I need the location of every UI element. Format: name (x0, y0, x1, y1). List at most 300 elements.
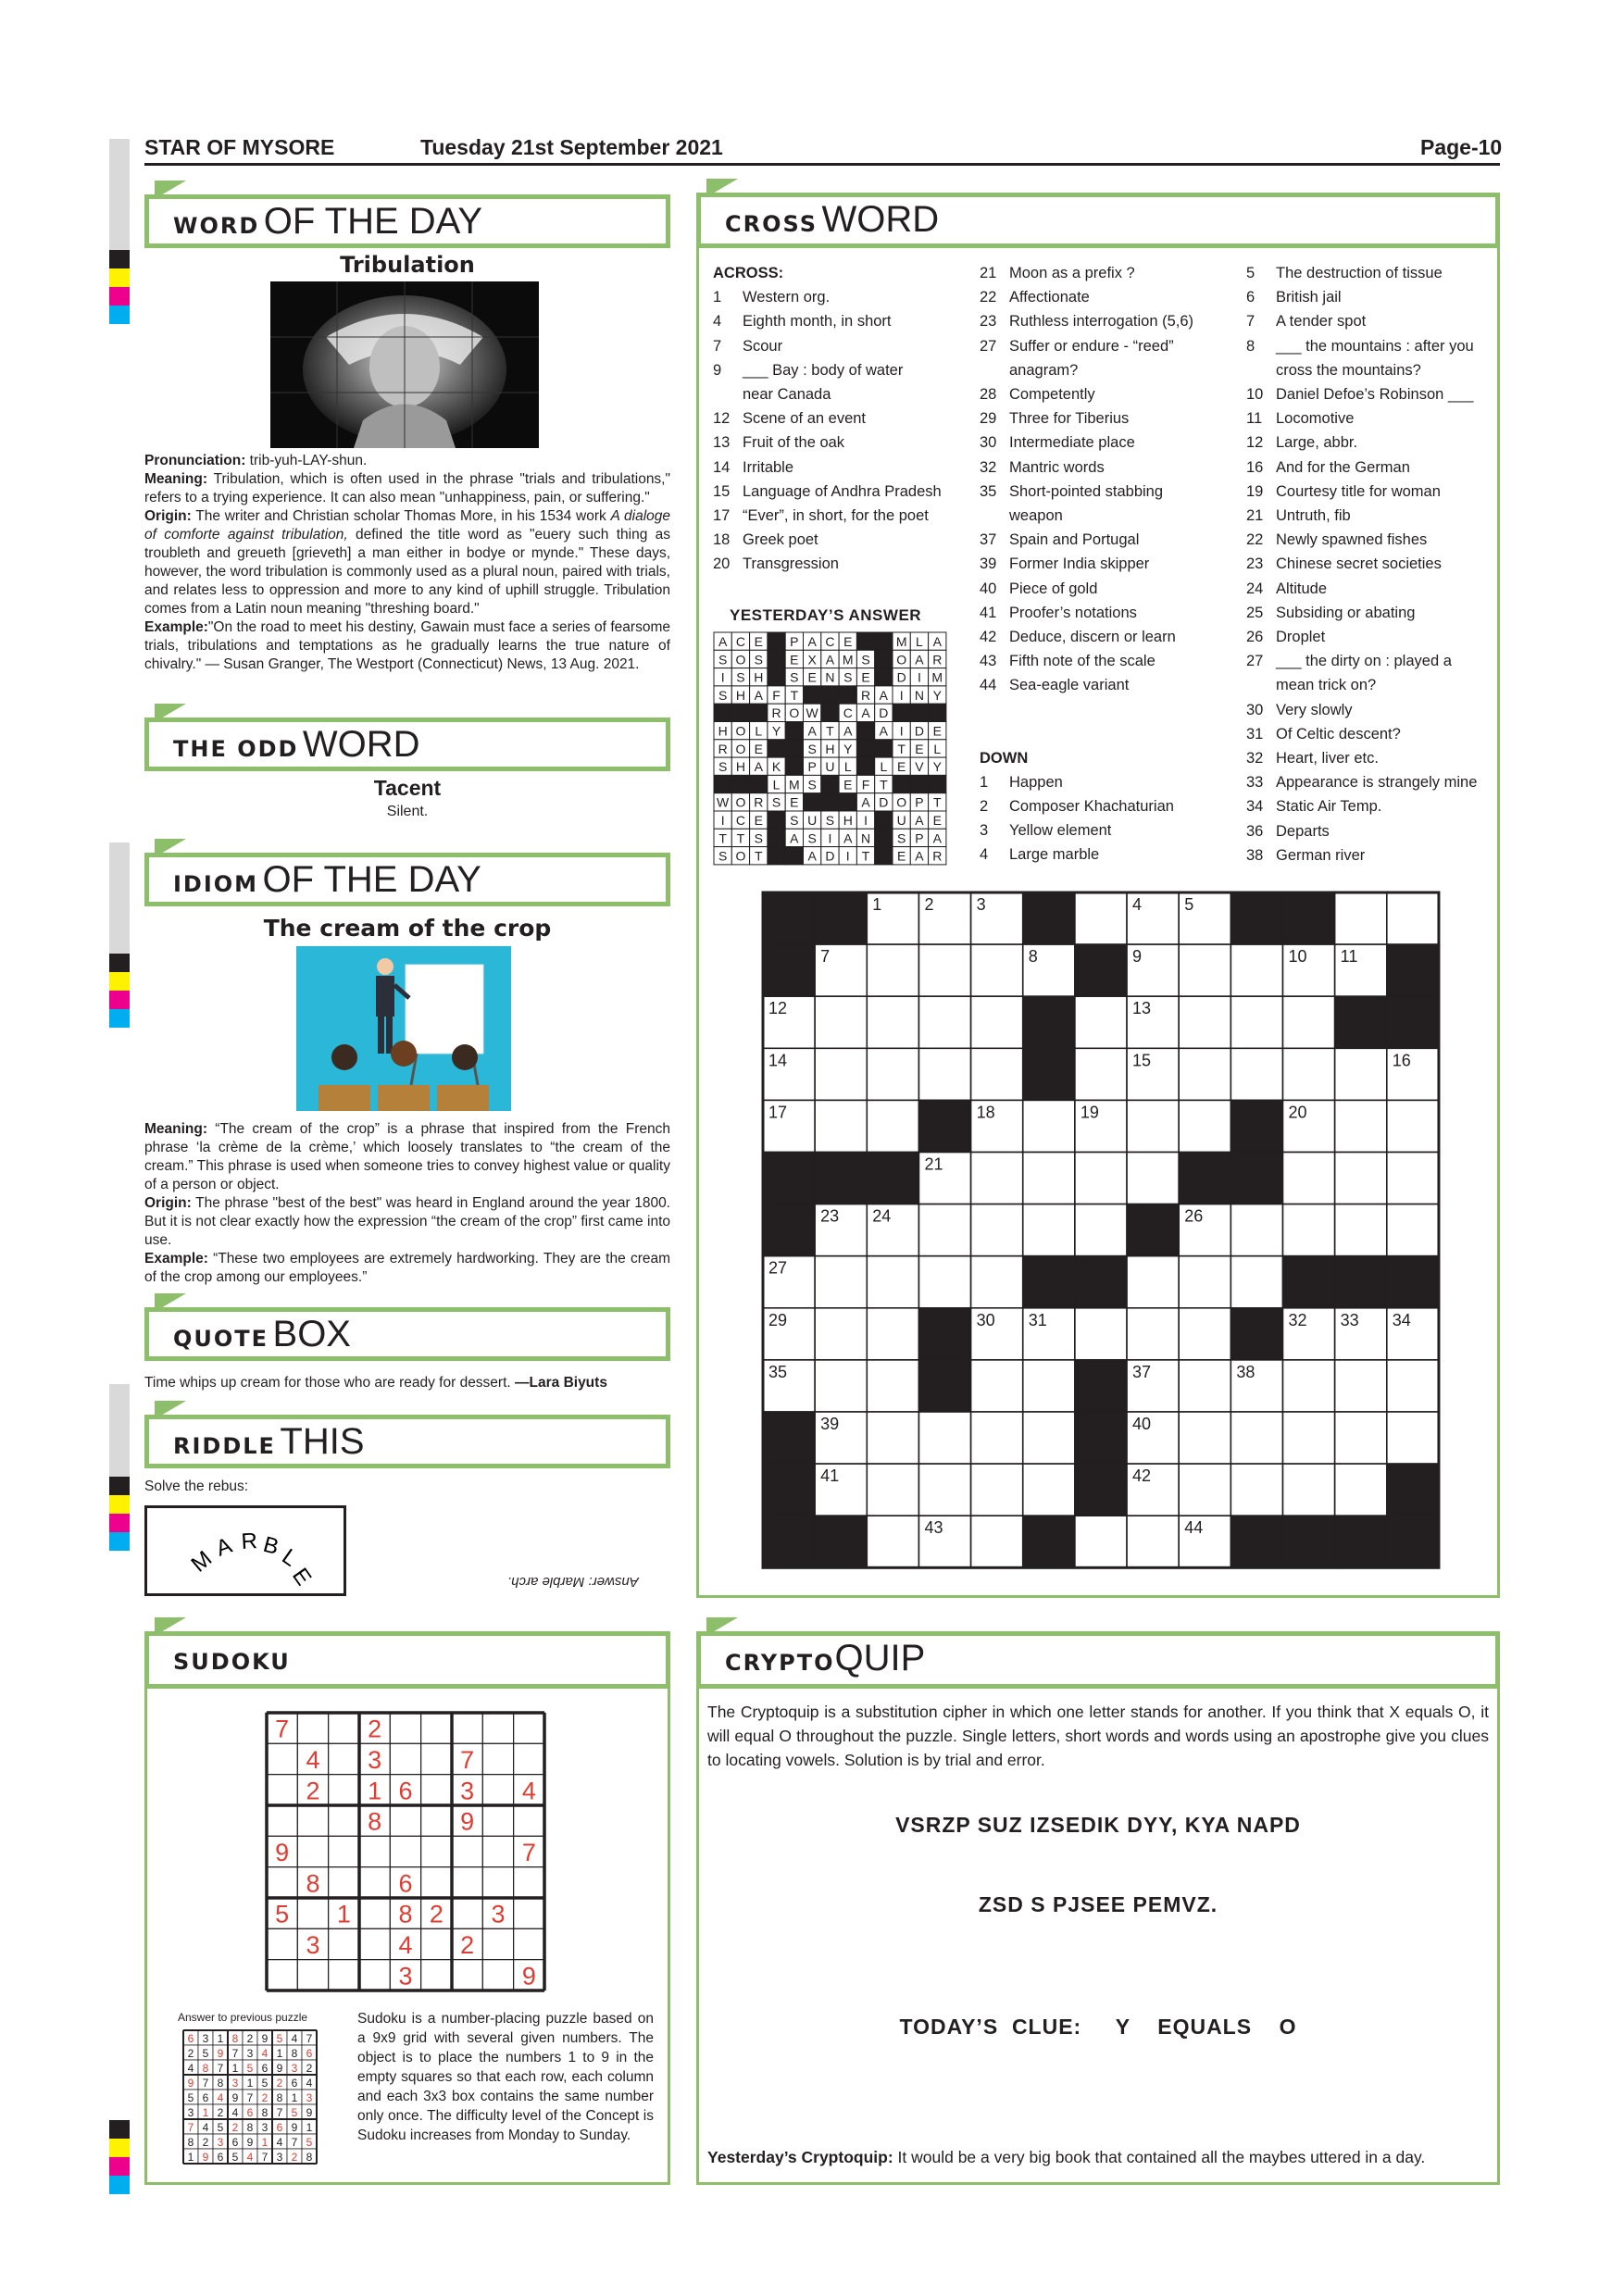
answer-letter: A (932, 830, 942, 846)
swatch-cyan (109, 2176, 130, 2194)
clue-number: 7 (713, 337, 722, 355)
crossword-cell[interactable] (971, 1256, 1023, 1308)
clue (1246, 698, 1496, 722)
quote-author: —Lara Biyuts (515, 1375, 607, 1391)
crossword-cell-number: 33 (1340, 1310, 1359, 1329)
crossword-cell-number: 40 (1132, 1415, 1152, 1433)
crossword-cell[interactable] (867, 944, 918, 996)
crossword-cell[interactable] (815, 1308, 867, 1360)
answer-letter: T (754, 848, 763, 864)
cryptoquip-title-box (696, 1631, 1500, 1689)
crossword-cell[interactable] (1127, 1308, 1179, 1360)
clue-text: anagram? (1009, 361, 1079, 379)
prev-sudoku-digit: 6 (202, 2090, 209, 2104)
answer-letter: E (843, 777, 853, 792)
crossword-cell[interactable] (1387, 892, 1439, 944)
clue-number: 23 (1246, 555, 1264, 573)
crossword-cell-number: 24 (872, 1206, 892, 1226)
sudoku-cell[interactable] (514, 1898, 544, 1928)
crossword-cell[interactable] (1283, 996, 1335, 1048)
crossword-cell[interactable] (1179, 1256, 1230, 1308)
clue (1246, 794, 1496, 818)
crossword-cell[interactable] (1335, 1153, 1387, 1204)
prev-sudoku-digit: 8 (202, 2061, 209, 2075)
prev-sudoku-digit: 1 (202, 2105, 209, 2119)
crossword-cell[interactable] (1023, 1360, 1075, 1412)
crossword-cell[interactable] (867, 996, 918, 1048)
clue-number: 34 (1246, 798, 1264, 816)
sudoku-cell[interactable] (390, 1743, 420, 1774)
sudoku-cell[interactable] (421, 1928, 452, 1959)
rebus-letter: R (240, 1529, 258, 1554)
sudoku-cell[interactable] (452, 1898, 482, 1928)
sudoku-cell[interactable] (359, 1960, 390, 1990)
clue-text: Suffer or endure - “reed” (1009, 337, 1174, 355)
sudoku-cell[interactable] (452, 1836, 482, 1866)
answer-letter: I (720, 669, 725, 685)
clue (980, 285, 1239, 309)
crossword-cell[interactable] (1075, 1153, 1127, 1204)
crossword-cell[interactable] (1335, 1048, 1387, 1100)
crossword-black-cell (1179, 1153, 1230, 1204)
crossword-cell[interactable] (971, 1153, 1023, 1204)
sudoku-cell[interactable] (267, 1805, 297, 1836)
answer-letter: M (842, 652, 854, 668)
crossword-cell[interactable] (1335, 1100, 1387, 1152)
prev-sudoku-digit: 4 (291, 2031, 298, 2045)
swatch-black (109, 250, 130, 268)
yesterday-answer-grid (713, 631, 948, 867)
clue-text: Droplet (1276, 629, 1326, 646)
clue-text: Very slowly (1276, 701, 1353, 718)
crossword-cell[interactable] (1230, 1048, 1282, 1100)
answer-letter: P (807, 759, 817, 775)
crossword-cell[interactable] (918, 944, 970, 996)
prev-sudoku-digit: 9 (231, 2090, 239, 2104)
clue (980, 770, 1239, 794)
crossword-cell[interactable] (1230, 1464, 1282, 1516)
crossword-cell[interactable] (1335, 1360, 1387, 1412)
crossword-cell[interactable] (1179, 1360, 1230, 1412)
answer-black-cell (785, 757, 803, 775)
sudoku-cell[interactable] (359, 1898, 390, 1928)
sudoku-cell[interactable] (452, 1867, 482, 1898)
answer-letter: S (718, 687, 728, 703)
answer-black-cell (910, 704, 928, 721)
answer-letter: O (896, 652, 907, 668)
clue-number: 22 (1246, 531, 1264, 549)
sudoku-cell[interactable] (390, 1713, 420, 1743)
prev-sudoku-digit: 4 (306, 2076, 313, 2090)
sudoku-cell[interactable] (421, 1805, 452, 1836)
crossword-cell[interactable] (815, 1256, 867, 1308)
crossword-cell[interactable] (1283, 1048, 1335, 1100)
sudoku-cell[interactable] (329, 1836, 359, 1866)
odd-word-meaning: Silent. (386, 804, 429, 819)
crossword-cell[interactable] (867, 1464, 918, 1516)
crossword-cell[interactable] (867, 1360, 918, 1412)
sudoku-digit: 5 (275, 1900, 290, 1928)
crossword-cell[interactable] (815, 996, 867, 1048)
clue-text: The destruction of tissue (1276, 265, 1443, 281)
crossword-cell[interactable] (1335, 1464, 1387, 1516)
sudoku-digit: 8 (306, 1869, 320, 1898)
crossword-cell[interactable] (1179, 944, 1230, 996)
crossword-black-cell (815, 892, 867, 944)
crossword-cell[interactable] (1179, 1308, 1230, 1360)
crossword-cell[interactable] (918, 1256, 970, 1308)
crossword-cell[interactable] (1127, 1153, 1179, 1204)
sudoku-cell[interactable] (421, 1743, 452, 1774)
crossword-cell[interactable] (1179, 1412, 1230, 1464)
crossword-cell[interactable] (815, 1360, 867, 1412)
crossword-cell[interactable] (1023, 1100, 1075, 1152)
rebus-letter: A (212, 1532, 236, 1562)
crossword-cell[interactable] (1075, 892, 1127, 944)
sudoku-cell[interactable] (482, 1775, 513, 1805)
crossword-cell[interactable] (867, 1308, 918, 1360)
prev-sudoku-digit: 4 (276, 2135, 283, 2149)
crossword-cell[interactable] (867, 1048, 918, 1100)
clue (713, 285, 972, 309)
word-of-day-word: Tribulation (340, 252, 475, 278)
sudoku-cell[interactable] (390, 1836, 420, 1866)
sudoku-cell[interactable] (482, 1743, 513, 1774)
answer-black-cell (750, 775, 768, 792)
title-tab (706, 1617, 738, 1636)
crossword-cell[interactable] (971, 1360, 1023, 1412)
crossword-cell[interactable] (918, 1204, 970, 1256)
crossword-cell[interactable] (1179, 996, 1230, 1048)
clue-text: And for the German (1276, 458, 1410, 476)
prev-sudoku-digit: 6 (187, 2031, 194, 2045)
clue-text: Scene of an event (743, 410, 867, 428)
clue (980, 406, 1239, 430)
sudoku-cell[interactable] (359, 1928, 390, 1959)
answer-letter: E (896, 759, 906, 775)
sudoku-digit: 8 (398, 1900, 413, 1928)
clue-number: 26 (1246, 629, 1264, 646)
crossword-cell[interactable] (1179, 1464, 1230, 1516)
clue-text: Untruth, fib (1276, 507, 1351, 525)
crossword-cell[interactable] (1283, 1464, 1335, 1516)
crossword-black-cell (1075, 1412, 1127, 1464)
rebus-box (144, 1505, 346, 1596)
sudoku-digit: 8 (368, 1807, 382, 1836)
swatch-magenta (109, 2157, 130, 2176)
sudoku-digit: 9 (521, 1962, 536, 1990)
swatch-yellow (109, 2139, 130, 2157)
crossword-cell[interactable] (1230, 1256, 1282, 1308)
clue (713, 406, 972, 430)
sudoku-cell[interactable] (482, 1867, 513, 1898)
answer-letter: S (825, 813, 835, 828)
crossword-cell[interactable] (1230, 996, 1282, 1048)
crossword-cell[interactable] (1335, 892, 1387, 944)
sudoku-cell[interactable] (267, 1928, 297, 1959)
sudoku-digit: 2 (460, 1931, 475, 1959)
crossword-cell[interactable] (971, 944, 1023, 996)
yesterday-cryptoquip-text: It would be a very big book that contained all the maybes uttered in a day. (893, 2148, 1426, 2166)
answer-letter: U (807, 813, 818, 828)
answer-letter: L (843, 759, 852, 775)
crossword-black-cell (1283, 892, 1335, 944)
rebus-letter: E (287, 1563, 317, 1591)
prev-sudoku-digit: 1 (217, 2031, 224, 2045)
crossword-black-cell (918, 1100, 970, 1152)
clue-number: 30 (980, 434, 997, 452)
sudoku-cell[interactable] (329, 1743, 359, 1774)
answer-letter: S (718, 759, 728, 775)
crossword-cell[interactable] (815, 1048, 867, 1100)
crossword-cell[interactable] (1127, 1256, 1179, 1308)
crossword-cell[interactable] (1387, 1412, 1439, 1464)
origin-part-2: defined the title word as "euery such thing as troubleth and greueth [grieveth] a man either in bodye or mynde." These days, however, the word tribulation is commonly used as a plural noun, paired with trials, and relates less to oppression and more to any kind of uphill struggle. Tribulation comes from a Latin noun meaning "threshing board." (144, 527, 670, 617)
answer-letter: X (807, 652, 817, 668)
swatch-cyan (109, 1009, 130, 1028)
clue (1246, 528, 1496, 552)
prev-sudoku-digit: 7 (202, 2076, 209, 2090)
answer-letter: H (754, 669, 764, 685)
clue-number: 9 (713, 361, 722, 379)
crossword-cell[interactable] (1023, 1153, 1075, 1204)
crossword-cell[interactable] (971, 1516, 1023, 1567)
clue-number: 17 (713, 507, 731, 525)
clue (713, 430, 972, 455)
crossword-cell[interactable] (1179, 1100, 1230, 1152)
clue-text: Altitude (1276, 580, 1328, 597)
clue-number: 2 (980, 798, 989, 816)
sudoku-cell[interactable] (267, 1775, 297, 1805)
prev-sudoku-digit: 6 (276, 2120, 283, 2134)
crossword-cell[interactable] (1023, 1412, 1075, 1464)
crossword-cell[interactable] (867, 1100, 918, 1152)
crossword-cell[interactable] (1075, 1516, 1127, 1567)
crossword-cell[interactable] (971, 1048, 1023, 1100)
sudoku-cell[interactable] (421, 1836, 452, 1866)
answer-letter: H (735, 759, 746, 775)
title-tab (155, 1401, 186, 1419)
crossword-black-cell (1335, 996, 1387, 1048)
sudoku-cell[interactable] (297, 1713, 328, 1743)
crossword-cell-number: 2 (924, 895, 934, 914)
swatch-yellow (109, 268, 130, 287)
sudoku-cell[interactable] (329, 1713, 359, 1743)
crossword-cell[interactable] (971, 1464, 1023, 1516)
crossword-cell[interactable] (1283, 1412, 1335, 1464)
sudoku-cell[interactable] (514, 1713, 544, 1743)
prev-sudoku-digit: 6 (291, 2076, 298, 2090)
sudoku-cell[interactable] (514, 1928, 544, 1959)
crossword-cell[interactable] (1075, 1048, 1127, 1100)
crossword-black-cell (1283, 1516, 1335, 1567)
answer-black-cell (785, 722, 803, 740)
clue-text: Piece of gold (1009, 580, 1098, 597)
crossword-cell[interactable] (1335, 1412, 1387, 1464)
crossword-cell[interactable] (1387, 1204, 1439, 1256)
sudoku-cell[interactable] (329, 1960, 359, 1990)
crossword-cell-number: 25 (1132, 1206, 1152, 1226)
prev-sudoku-digit: 2 (202, 2135, 209, 2149)
answer-letter: A (754, 687, 763, 703)
odd-word-title-small: THE ODD (173, 736, 299, 762)
clue-text: Fifth note of the scale (1009, 653, 1156, 670)
sudoku-cell[interactable] (329, 1867, 359, 1898)
crossword-cell[interactable] (815, 1100, 867, 1152)
crossword-cell[interactable] (1387, 1360, 1439, 1412)
clue-text: Sea-eagle variant (1009, 677, 1130, 694)
clue (1246, 334, 1496, 358)
clue-text: Language of Andhra Pradesh (743, 482, 942, 500)
crossword-cell[interactable] (918, 1048, 970, 1100)
sudoku-cell[interactable] (297, 1805, 328, 1836)
sudoku-cell[interactable] (329, 1775, 359, 1805)
quote-title-small: QUOTE (173, 1326, 269, 1352)
sudoku-cell[interactable] (329, 1805, 359, 1836)
sudoku-cell[interactable] (482, 1805, 513, 1836)
crossword-cell[interactable] (1075, 996, 1127, 1048)
sudoku-cell[interactable] (452, 1713, 482, 1743)
answer-black-cell (856, 632, 874, 650)
crossword-cell[interactable] (971, 1412, 1023, 1464)
crossword-cell[interactable] (1387, 1153, 1439, 1204)
answer-black-cell (929, 704, 946, 721)
crossword-cell[interactable] (918, 1412, 970, 1464)
crossword-cell[interactable] (1023, 1204, 1075, 1256)
sudoku-cell[interactable] (390, 1805, 420, 1836)
crossword-cell[interactable] (1023, 1464, 1075, 1516)
prev-sudoku-digit: 4 (217, 2090, 224, 2104)
crossword-cell[interactable] (1127, 1100, 1179, 1152)
sudoku-digit: 1 (368, 1777, 382, 1805)
crossword-cell[interactable] (1387, 1100, 1439, 1152)
word-of-day-title-small: WORD (173, 213, 260, 239)
crossword-cell-number: 4 (1132, 895, 1143, 914)
sudoku-cell[interactable] (482, 1928, 513, 1959)
swatch-black (109, 2120, 130, 2139)
title-tab (155, 1293, 186, 1312)
crossword-cell[interactable] (1230, 1412, 1282, 1464)
clue-text: Western org. (743, 289, 831, 306)
crossword-black-cell (1335, 1256, 1387, 1308)
sudoku-cell[interactable] (514, 1867, 544, 1898)
sudoku-cell[interactable] (482, 1960, 513, 1990)
sudoku-cell[interactable] (297, 1836, 328, 1866)
crossword-grid (761, 891, 1442, 1570)
prev-sudoku-digit: 5 (291, 2105, 298, 2119)
prev-sudoku-digit: 8 (231, 2031, 239, 2045)
sudoku-digit: 3 (398, 1962, 413, 1990)
answer-black-cell (821, 704, 839, 721)
sudoku-cell[interactable] (421, 1867, 452, 1898)
sudoku-cell[interactable] (482, 1713, 513, 1743)
crossword-cell[interactable] (971, 996, 1023, 1048)
sudoku-cell[interactable] (329, 1928, 359, 1959)
cryptoquip-clue: TODAY’S CLUE: Y EQUALS O (899, 2015, 1297, 2039)
crossword-cell[interactable] (867, 1516, 918, 1567)
crossword-cell[interactable] (971, 1204, 1023, 1256)
crossword-black-cell (815, 1516, 867, 1567)
sudoku-digit: 6 (398, 1777, 413, 1805)
sudoku-cell[interactable] (452, 1960, 482, 1990)
crossword-cell[interactable] (1283, 1204, 1335, 1256)
answer-letter: W (717, 794, 730, 810)
clue-number: 8 (1246, 337, 1255, 355)
crossword-black-cell (1335, 1516, 1387, 1567)
crossword-cell[interactable] (1335, 1204, 1387, 1256)
answer-black-cell (839, 793, 856, 811)
sudoku-digit: 3 (460, 1777, 475, 1805)
crossword-cell[interactable] (1075, 1204, 1127, 1256)
crossword-cell[interactable] (1230, 1204, 1282, 1256)
answer-black-cell (856, 757, 874, 775)
prev-sudoku-digit: 8 (276, 2090, 283, 2104)
quote-title-box (144, 1307, 670, 1361)
answer-black-cell (731, 704, 749, 721)
answer-letter: Y (932, 687, 942, 703)
prev-sudoku-digit: 3 (202, 2031, 209, 2045)
registration-bar (109, 842, 130, 954)
clue-text: Deduce, discern or learn (1009, 629, 1176, 646)
prev-sudoku-digit: 7 (217, 2061, 224, 2075)
answer-letter: A (843, 723, 853, 739)
sudoku-cell[interactable] (267, 1960, 297, 1990)
sudoku-cell[interactable] (514, 1805, 544, 1836)
crossword-cell[interactable] (918, 1464, 970, 1516)
crossword-cell-number: 21 (924, 1154, 943, 1174)
sudoku-cell[interactable] (359, 1836, 390, 1866)
answer-letter: S (807, 777, 817, 792)
sudoku-cell[interactable] (267, 1743, 297, 1774)
answer-letter: S (790, 669, 799, 685)
clue-text: Former India skipper (1009, 555, 1150, 573)
sudoku-cell[interactable] (297, 1960, 328, 1990)
sudoku-cell[interactable] (267, 1867, 297, 1898)
prev-sudoku-digit: 1 (231, 2061, 239, 2075)
answer-letter: O (735, 723, 746, 739)
clue (980, 334, 1239, 358)
crossword-cell[interactable] (867, 1412, 918, 1464)
crossword-cell[interactable] (1179, 1048, 1230, 1100)
sudoku-cell[interactable] (514, 1743, 544, 1774)
sudoku-cell[interactable] (421, 1960, 452, 1990)
crossword-cell[interactable] (1283, 1153, 1335, 1204)
clue (713, 334, 972, 358)
crossword-black-cell (867, 1153, 918, 1204)
crossword-cell[interactable] (1127, 1516, 1179, 1567)
sudoku-cell[interactable] (421, 1713, 452, 1743)
crossword-cell-number: 18 (976, 1103, 995, 1122)
answer-letter: E (896, 848, 906, 864)
crossword-cell[interactable] (1230, 944, 1282, 996)
answer-letter: C (735, 634, 746, 649)
crossword-cell[interactable] (918, 996, 970, 1048)
prev-sudoku-digit: 2 (261, 2090, 269, 2104)
crossword-cell[interactable] (867, 1256, 918, 1308)
clue (713, 504, 972, 528)
answer-letter: H (718, 723, 728, 739)
crossword-cell[interactable] (1283, 1360, 1335, 1412)
sudoku-cell[interactable] (359, 1867, 390, 1898)
prev-sudoku-digit: 3 (276, 2150, 283, 2164)
clue-number: 1 (713, 289, 722, 306)
sudoku-cell[interactable] (421, 1775, 452, 1805)
sudoku-cell[interactable] (482, 1836, 513, 1866)
crossword-cell[interactable] (1075, 1308, 1127, 1360)
sudoku-cell[interactable] (297, 1898, 328, 1928)
answer-letter: E (754, 741, 763, 756)
crossword-black-cell (1387, 1464, 1439, 1516)
